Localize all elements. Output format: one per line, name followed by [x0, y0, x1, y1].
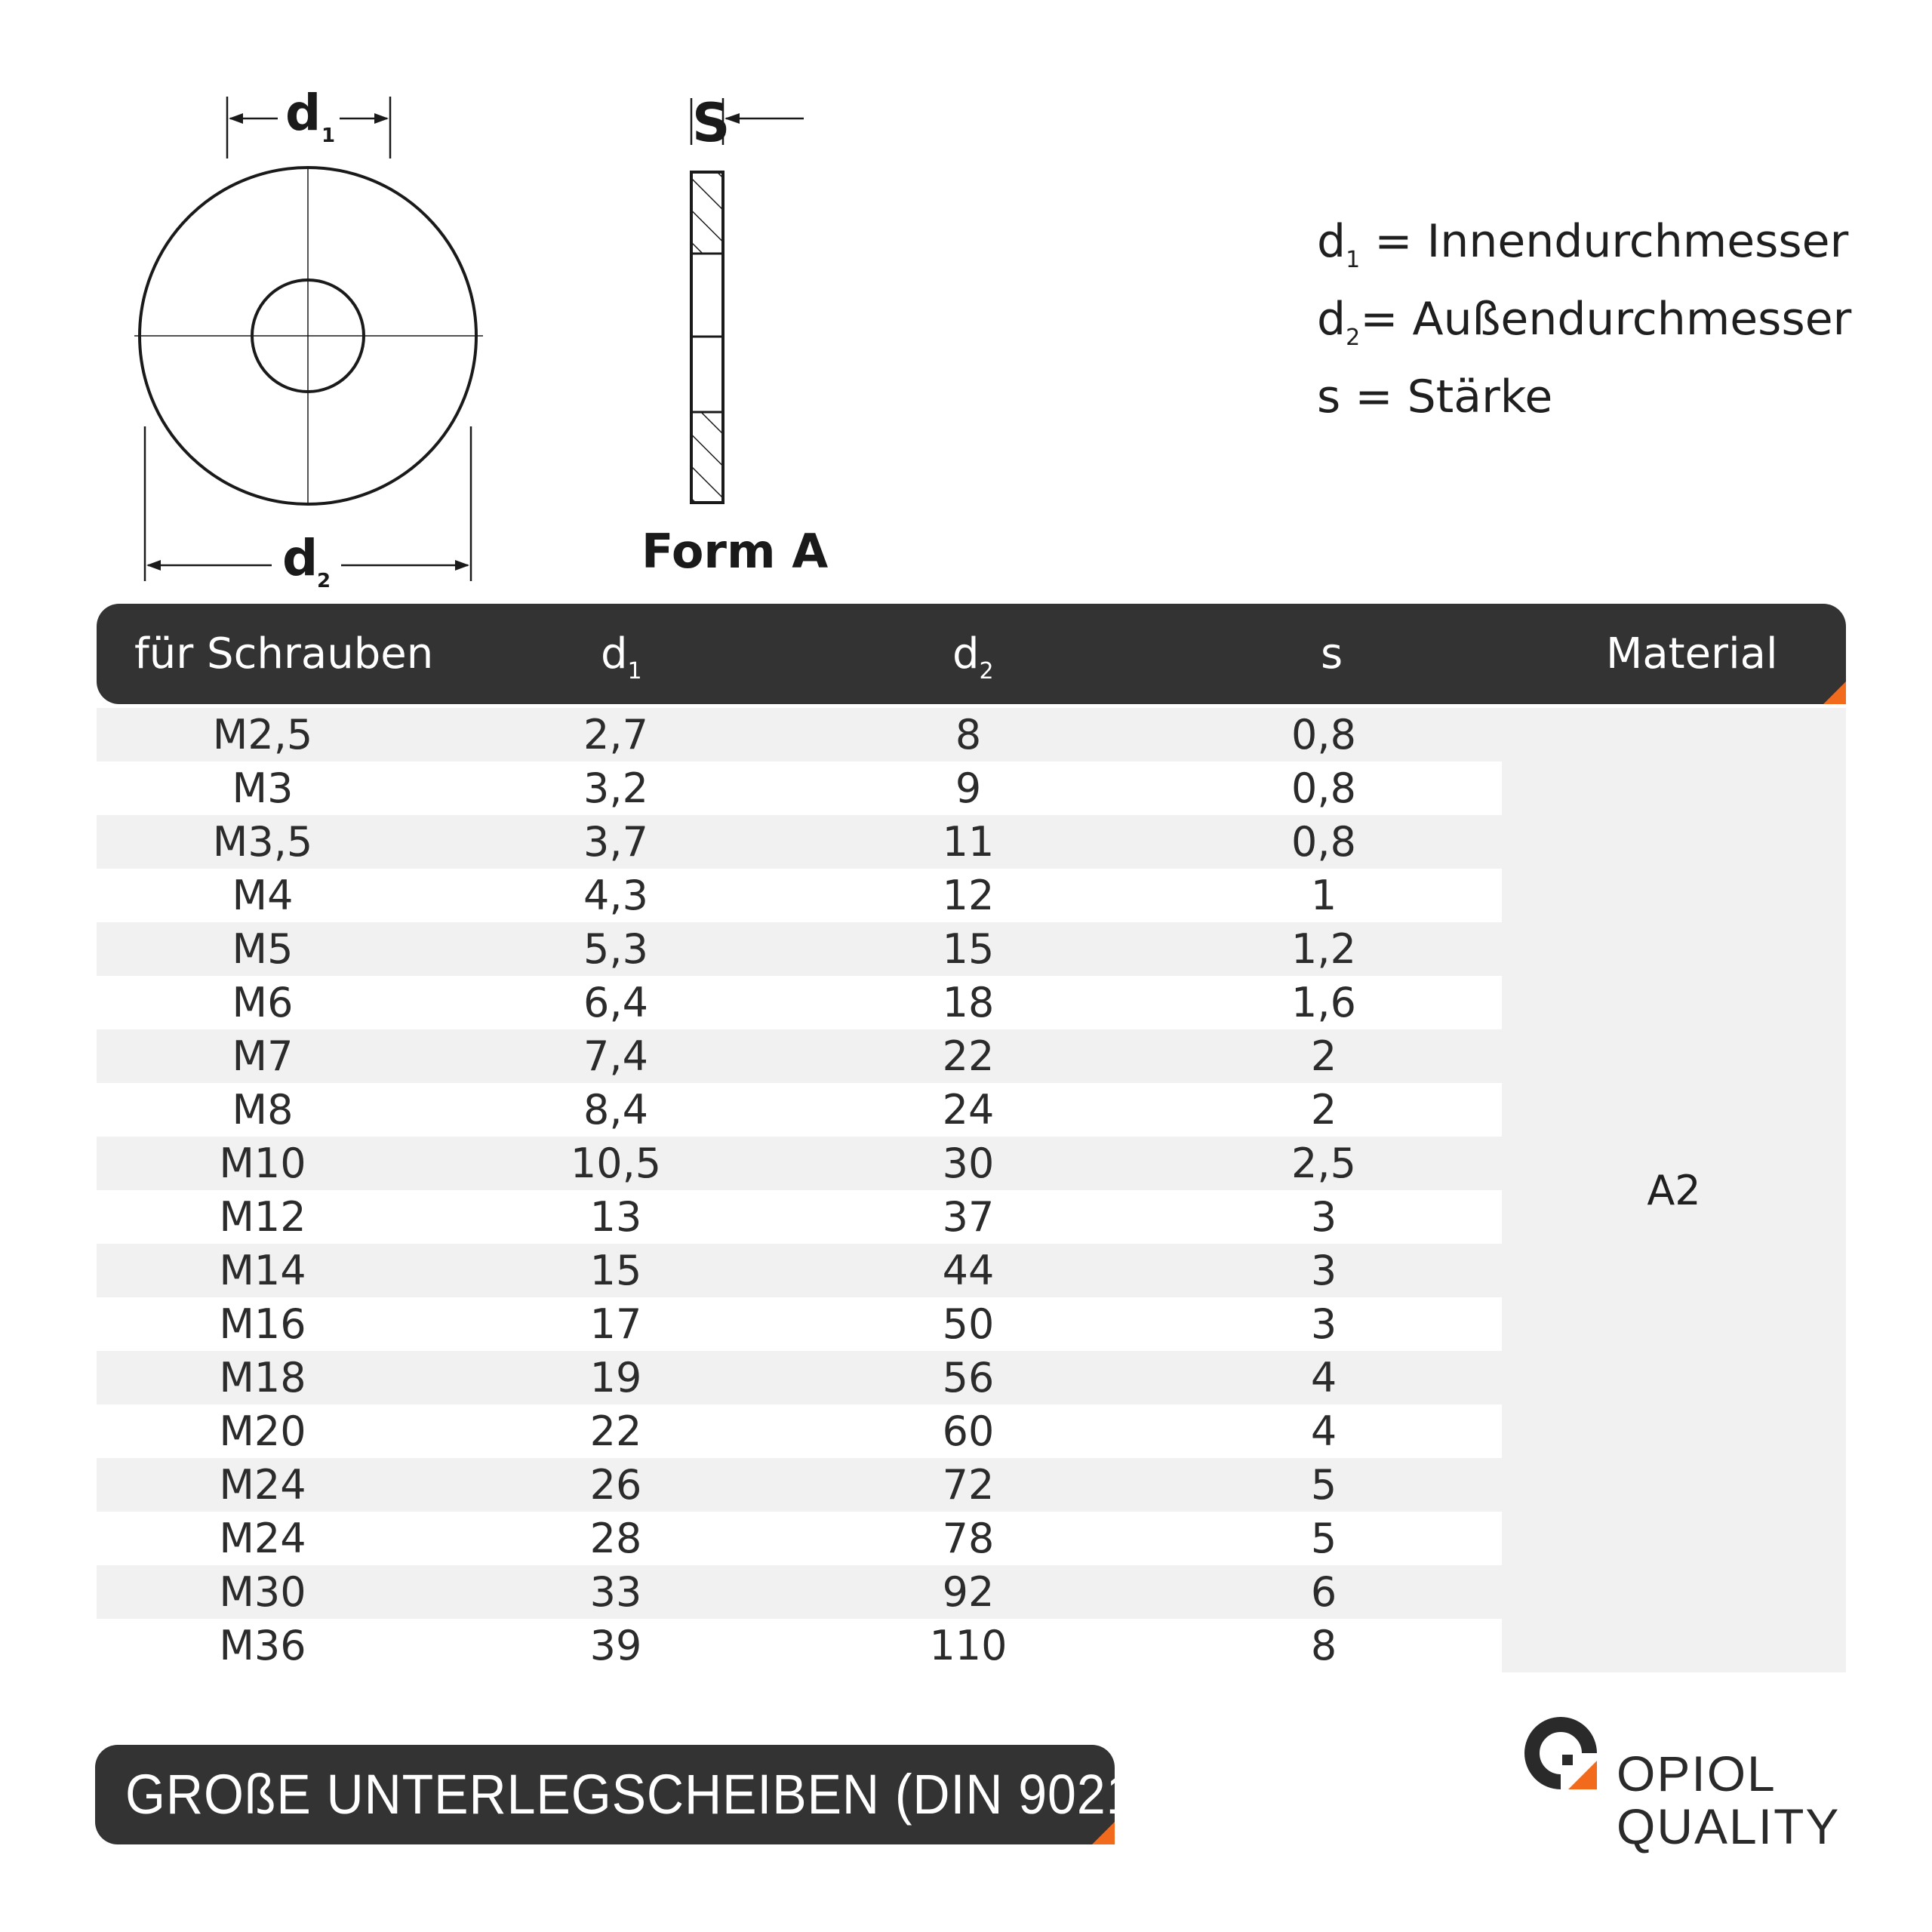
- cell-s: 8: [1310, 1622, 1337, 1669]
- cell-d1: 19: [589, 1354, 642, 1401]
- cell-bolt: M36: [219, 1622, 306, 1669]
- title-banner: [95, 1745, 1153, 1844]
- cell-d1: 4,3: [583, 872, 648, 919]
- cell-d2: 24: [942, 1086, 995, 1134]
- cell-d1: 39: [589, 1622, 642, 1669]
- cell-bolt: M7: [232, 1032, 294, 1080]
- cell-bolt: M24: [219, 1461, 306, 1509]
- cell-bolt: M3,5: [212, 818, 313, 866]
- logo-line1: OPIOL: [1617, 1746, 1777, 1801]
- cell-d1: 26: [589, 1461, 642, 1509]
- s-label: S: [692, 92, 731, 154]
- cell-bolt: M14: [219, 1247, 306, 1294]
- cell-s: 3: [1310, 1247, 1337, 1294]
- cell-s: 5: [1310, 1461, 1337, 1509]
- table-header: [97, 604, 1846, 704]
- cell-d1: 5,3: [583, 925, 648, 973]
- cell-d2: 110: [929, 1622, 1008, 1669]
- d2-label: d: [282, 529, 318, 587]
- opiol-logo: [1524, 1717, 1857, 1868]
- cell-d2: 30: [942, 1140, 995, 1187]
- header-material: Material: [1606, 629, 1778, 678]
- cell-d2: 15: [942, 925, 995, 973]
- cell-s: 2: [1310, 1086, 1337, 1134]
- d1-sub: 1: [321, 125, 336, 147]
- cell-s: 2,5: [1291, 1140, 1356, 1187]
- cell-bolt: M30: [219, 1568, 306, 1616]
- cell-s: 4: [1310, 1354, 1337, 1401]
- form-label: Form A: [641, 524, 829, 579]
- cell-d2: 9: [955, 764, 982, 812]
- cell-s: 1,2: [1291, 925, 1356, 973]
- cell-s: 0,8: [1291, 711, 1356, 758]
- cell-d2: 60: [942, 1407, 995, 1455]
- logo-mark-icon: [1524, 1717, 1600, 1792]
- cell-d2: 92: [942, 1568, 995, 1616]
- cell-s: 3: [1310, 1300, 1337, 1348]
- cell-d1: 2,7: [583, 711, 648, 758]
- cell-d1: 6,4: [583, 979, 648, 1026]
- cell-s: 0,8: [1291, 764, 1356, 812]
- cell-d1: 15: [589, 1247, 642, 1294]
- d2-sub: 2: [317, 570, 331, 592]
- legend-d2: $d_2=$ Außendurchmesser: [1317, 293, 1852, 351]
- cell-d2: 11: [942, 818, 995, 866]
- cell-s: 5: [1310, 1515, 1337, 1562]
- cell-d1: 33: [589, 1568, 642, 1616]
- d1-label: d: [285, 84, 321, 142]
- header-bolt: für Schrauben: [134, 629, 434, 678]
- legend: [1317, 215, 1852, 452]
- header-d2: $d_2$: [952, 629, 994, 685]
- cell-d1: 8,4: [583, 1086, 648, 1134]
- cell-bolt: M20: [219, 1407, 306, 1455]
- cell-d1: 3,2: [583, 764, 648, 812]
- cell-bolt: M5: [232, 925, 294, 973]
- title-accent-corner: [1092, 1822, 1115, 1844]
- cell-bolt: M8: [232, 1086, 294, 1134]
- cell-d1: 13: [589, 1193, 642, 1241]
- cell-bolt: M12: [219, 1193, 306, 1241]
- cell-bolt: M6: [232, 979, 294, 1026]
- cell-d1: 17: [589, 1300, 642, 1348]
- cell-d1: 10,5: [570, 1140, 662, 1187]
- cell-d1: 22: [589, 1407, 642, 1455]
- cell-d1: 7,4: [583, 1032, 648, 1080]
- header-accent-corner: [1823, 681, 1846, 704]
- cell-bolt: M16: [219, 1300, 306, 1348]
- cell-s: 1,6: [1291, 979, 1356, 1026]
- cell-d2: 18: [942, 979, 995, 1026]
- cell-d2: 44: [942, 1247, 995, 1294]
- material-value: A2: [1647, 1166, 1701, 1214]
- cell-d2: 8: [955, 711, 982, 758]
- cell-s: 1: [1310, 872, 1337, 919]
- cell-d2: 37: [942, 1193, 995, 1241]
- cell-d2: 22: [942, 1032, 995, 1080]
- page-title: GROßE UNTERLEGSCHEIBEN (DIN 9021): [125, 1763, 1153, 1826]
- cell-d2: 78: [942, 1515, 995, 1562]
- logo-line2: QUALITY: [1617, 1798, 1841, 1854]
- material-column: [1502, 708, 1846, 1672]
- cell-s: 3: [1310, 1193, 1337, 1241]
- cell-d1: 28: [589, 1515, 642, 1562]
- cell-s: 0,8: [1291, 818, 1356, 866]
- cell-d2: 56: [942, 1354, 995, 1401]
- d1-dimension: [227, 84, 390, 158]
- cell-d1: 3,7: [583, 818, 648, 866]
- cell-bolt: M24: [219, 1515, 306, 1562]
- cell-s: 2: [1310, 1032, 1337, 1080]
- header-d1: $d_1$: [601, 629, 642, 685]
- header-s: s: [1321, 629, 1343, 678]
- cell-bolt: M10: [219, 1140, 306, 1187]
- cell-bolt: M2,5: [212, 711, 313, 758]
- s-dimension: [691, 92, 804, 154]
- cell-s: 4: [1310, 1407, 1337, 1455]
- cell-bolt: M4: [232, 872, 294, 919]
- cell-s: 6: [1310, 1568, 1337, 1616]
- cell-bolt: M3: [232, 764, 294, 812]
- legend-s: s = Stärke: [1317, 371, 1553, 423]
- cell-d2: 72: [942, 1461, 995, 1509]
- cell-d2: 12: [942, 872, 995, 919]
- size-table: [97, 708, 1846, 1672]
- cell-bolt: M18: [219, 1354, 306, 1401]
- legend-d1: $d_1$ = Innendurchmesser: [1317, 215, 1849, 273]
- cell-d2: 50: [942, 1300, 995, 1348]
- washer-top-view: [134, 166, 483, 506]
- washer-side-view: [691, 172, 723, 503]
